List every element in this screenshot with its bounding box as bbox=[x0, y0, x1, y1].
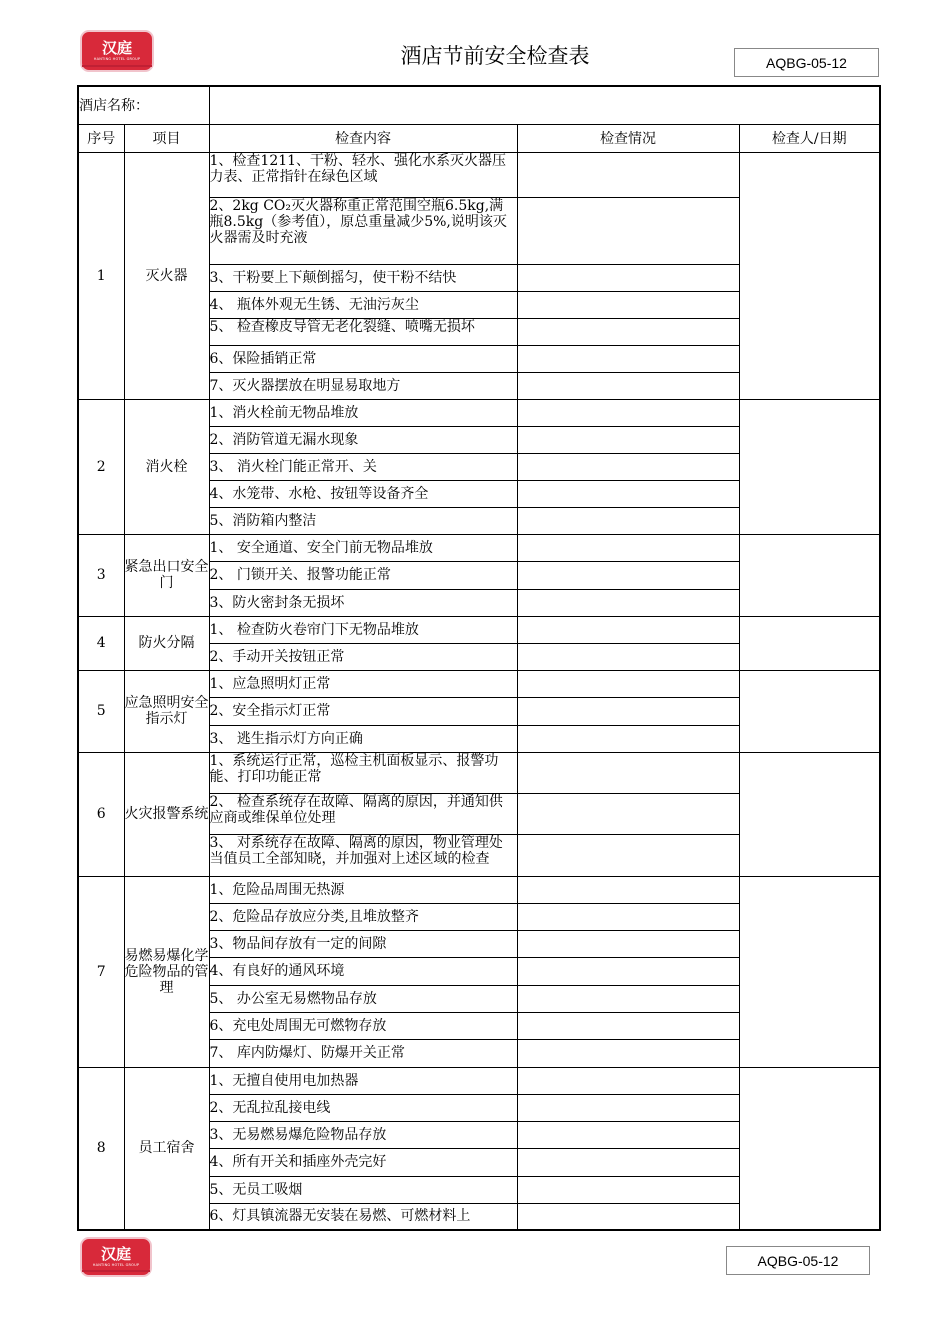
check-content: 7、灭火器摆放在明显易取地方 bbox=[209, 372, 517, 399]
check-content: 6、充电处周围无可燃物存放 bbox=[209, 1012, 517, 1039]
check-content: 1、 检查防火卷帘门下无物品堆放 bbox=[209, 616, 517, 643]
check-status-field[interactable] bbox=[517, 643, 739, 670]
check-content: 7、 库内防爆灯、防爆开关正常 bbox=[209, 1039, 517, 1067]
check-content: 4、 瓶体外观无生锈、无油污灰尘 bbox=[209, 291, 517, 318]
check-status-field[interactable] bbox=[517, 399, 739, 426]
col-header-inspector: 检查人/日期 bbox=[739, 124, 880, 152]
check-status-field[interactable] bbox=[517, 1094, 739, 1121]
inspector-date-field[interactable] bbox=[739, 152, 880, 399]
check-content: 2、 门锁开关、报警功能正常 bbox=[209, 561, 517, 589]
brand-logo bbox=[80, 30, 154, 72]
col-header-no: 序号 bbox=[78, 124, 124, 152]
inspector-date-field[interactable] bbox=[739, 1067, 880, 1230]
check-content: 2、2kg CO₂灭火器称重正常范围空瓶6.5kg,满瓶8.5kg（参考值），原总重量减少5%,说明该灭火器需及时充液 bbox=[209, 197, 517, 264]
section-number: 4 bbox=[78, 616, 124, 670]
check-content: 1、危险品周围无热源 bbox=[209, 876, 517, 903]
check-status-field[interactable] bbox=[517, 1203, 739, 1230]
check-status-field[interactable] bbox=[517, 1039, 739, 1067]
page-title: 酒店节前安全检查表 bbox=[400, 44, 590, 68]
check-status-field[interactable] bbox=[517, 152, 739, 197]
check-content: 3、防火密封条无损坏 bbox=[209, 589, 517, 616]
section-item: 员工宿舍 bbox=[124, 1067, 209, 1230]
check-status-field[interactable] bbox=[517, 752, 739, 793]
check-content: 6、保险插销正常 bbox=[209, 345, 517, 372]
check-content: 6、灯具镇流器无安装在易燃、可燃材料上 bbox=[209, 1203, 517, 1230]
check-row bbox=[78, 616, 880, 643]
check-content: 2、无乱拉乱接电线 bbox=[209, 1094, 517, 1121]
check-status-field[interactable] bbox=[517, 345, 739, 372]
section-number: 8 bbox=[78, 1067, 124, 1230]
col-header-item: 项目 bbox=[124, 124, 209, 152]
check-status-field[interactable] bbox=[517, 534, 739, 561]
check-status-field[interactable] bbox=[517, 507, 739, 534]
inspector-date-field[interactable] bbox=[739, 752, 880, 876]
check-content: 3、 消火栓门能正常开、关 bbox=[209, 453, 517, 480]
logo-text: 汉庭 bbox=[101, 39, 132, 57]
check-status-field[interactable] bbox=[517, 670, 739, 697]
footer-doc-code: AQBG-05-12 bbox=[757, 1252, 839, 1269]
check-status-field[interactable] bbox=[517, 1067, 739, 1094]
logo-swoosh bbox=[82, 65, 152, 67]
check-row bbox=[78, 876, 880, 903]
section-item: 易燃易爆化学危险物品的管理 bbox=[124, 876, 209, 1067]
footer-logo-swoosh bbox=[82, 1270, 150, 1272]
check-content: 1、检查1211、干粉、轻水、强化水系灭火器压力表、正常指针在绿色区域 bbox=[209, 152, 517, 197]
check-content: 2、手动开关按钮正常 bbox=[209, 643, 517, 670]
check-row bbox=[78, 670, 880, 697]
check-status-field[interactable] bbox=[517, 876, 739, 903]
check-status-field[interactable] bbox=[517, 985, 739, 1012]
check-status-field[interactable] bbox=[517, 1121, 739, 1148]
section-number: 3 bbox=[78, 534, 124, 616]
section-item: 火灾报警系统 bbox=[124, 752, 209, 876]
check-content: 2、消防管道无漏水现象 bbox=[209, 426, 517, 453]
check-status-field[interactable] bbox=[517, 264, 739, 291]
hotel-name-field[interactable] bbox=[209, 86, 880, 124]
check-status-field[interactable] bbox=[517, 197, 739, 264]
check-status-field[interactable] bbox=[517, 834, 739, 876]
check-status-field[interactable] bbox=[517, 589, 739, 616]
check-content: 1、应急照明灯正常 bbox=[209, 670, 517, 697]
section-item: 灭火器 bbox=[124, 152, 209, 399]
inspector-date-field[interactable] bbox=[739, 876, 880, 1067]
section-item: 防火分隔 bbox=[124, 616, 209, 670]
check-status-field[interactable] bbox=[517, 1012, 739, 1039]
section-number: 1 bbox=[78, 152, 124, 399]
check-status-field[interactable] bbox=[517, 697, 739, 725]
section-number: 5 bbox=[78, 670, 124, 752]
footer-logo-text: 汉庭 bbox=[100, 1245, 131, 1263]
check-status-field[interactable] bbox=[517, 957, 739, 985]
check-content: 3、物品间存放有一定的间隙 bbox=[209, 930, 517, 957]
section-item: 应急照明安全指示灯 bbox=[124, 670, 209, 752]
inspector-date-field[interactable] bbox=[739, 616, 880, 670]
col-header-content: 检查内容 bbox=[209, 124, 517, 152]
check-status-field[interactable] bbox=[517, 616, 739, 643]
hotel-name-label: 酒店名称： bbox=[78, 86, 209, 124]
section-item: 紧急出口安全门 bbox=[124, 534, 209, 616]
check-content: 5、 检查橡皮导管无老化裂缝、喷嘴无损坏 bbox=[209, 318, 517, 345]
hotel-name-row bbox=[78, 86, 880, 124]
check-status-field[interactable] bbox=[517, 725, 739, 752]
section-number: 7 bbox=[78, 876, 124, 1067]
check-content: 5、无员工吸烟 bbox=[209, 1176, 517, 1203]
check-status-field[interactable] bbox=[517, 930, 739, 957]
check-status-field[interactable] bbox=[517, 480, 739, 507]
check-content: 3、干粉要上下颠倒摇匀，使干粉不结快 bbox=[209, 264, 517, 291]
column-header-row bbox=[78, 124, 880, 152]
check-row bbox=[78, 752, 880, 793]
footer-logo-subtext: HANTING HOTEL GROUP bbox=[92, 1263, 140, 1267]
check-content: 3、 逃生指示灯方向正确 bbox=[209, 725, 517, 752]
check-content: 3、无易燃易爆危险物品存放 bbox=[209, 1121, 517, 1148]
check-content: 1、系统运行正常，巡检主机面板显示、报警功能、打印功能正常 bbox=[209, 752, 517, 793]
doc-code-box bbox=[734, 48, 879, 77]
check-status-field[interactable] bbox=[517, 903, 739, 930]
section-number: 2 bbox=[78, 399, 124, 534]
check-content: 2、安全指示灯正常 bbox=[209, 697, 517, 725]
section-number: 6 bbox=[78, 752, 124, 876]
check-content: 3、 对系统存在故障、隔离的原因，物业管理处当值员工全部知晓，并加强对上述区域的检查 bbox=[209, 834, 517, 876]
section-item: 消火栓 bbox=[124, 399, 209, 534]
inspection-table bbox=[77, 85, 881, 1231]
check-content: 4、水笼带、水枪、按钮等设备齐全 bbox=[209, 480, 517, 507]
check-row bbox=[78, 534, 880, 561]
check-content: 5、 办公室无易燃物品存放 bbox=[209, 985, 517, 1012]
check-content: 2、危险品存放应分类,且堆放整齐 bbox=[209, 903, 517, 930]
check-content: 4、所有开关和插座外壳完好 bbox=[209, 1148, 517, 1176]
check-status-field[interactable] bbox=[517, 1148, 739, 1176]
check-row bbox=[78, 152, 880, 197]
check-status-field[interactable] bbox=[517, 793, 739, 834]
check-status-field[interactable] bbox=[517, 1176, 739, 1203]
check-status-field[interactable] bbox=[517, 291, 739, 318]
inspector-date-field[interactable] bbox=[739, 399, 880, 534]
check-status-field[interactable] bbox=[517, 561, 739, 589]
logo-subtext: HANTING HOTEL GROUP bbox=[93, 57, 141, 61]
check-content: 2、 检查系统存在故障、隔离的原因，并通知供应商或维保单位处理 bbox=[209, 793, 517, 834]
check-content: 1、 安全通道、安全门前无物品堆放 bbox=[209, 534, 517, 561]
check-content: 5、消防箱内整洁 bbox=[209, 507, 517, 534]
check-content: 1、消火栓前无物品堆放 bbox=[209, 399, 517, 426]
check-status-field[interactable] bbox=[517, 318, 739, 345]
inspector-date-field[interactable] bbox=[739, 534, 880, 616]
footer-doc-code-box bbox=[726, 1246, 870, 1275]
check-status-field[interactable] bbox=[517, 372, 739, 399]
check-content: 1、无擅自使用电加热器 bbox=[209, 1067, 517, 1094]
check-row bbox=[78, 399, 880, 426]
footer-logo bbox=[80, 1237, 152, 1277]
check-status-field[interactable] bbox=[517, 426, 739, 453]
doc-code: AQBG-05-12 bbox=[766, 54, 847, 71]
col-header-status: 检查情况 bbox=[517, 124, 739, 152]
check-content: 4、有良好的通风环境 bbox=[209, 957, 517, 985]
check-status-field[interactable] bbox=[517, 453, 739, 480]
check-row bbox=[78, 1067, 880, 1094]
inspector-date-field[interactable] bbox=[739, 670, 880, 752]
